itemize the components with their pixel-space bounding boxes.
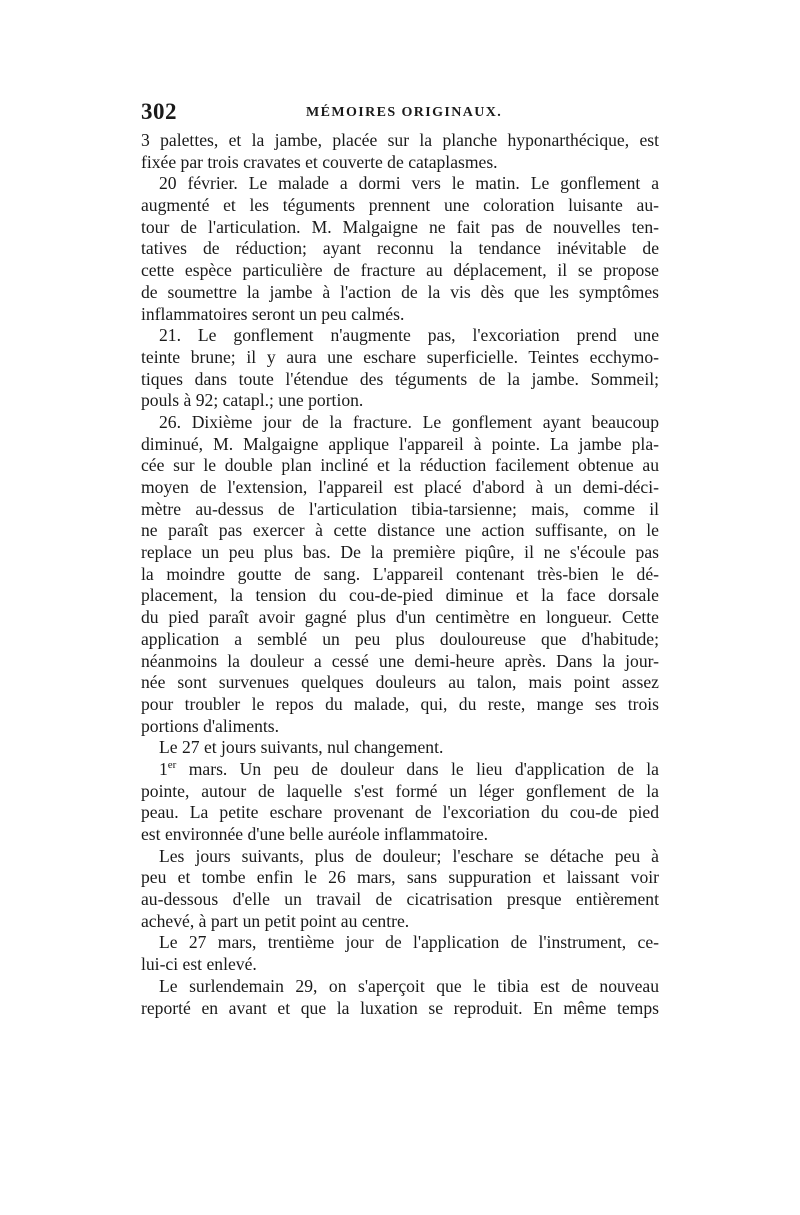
text-line: 26. Dixième jour de la fracture. Le gonflement ayant beaucoup <box>159 411 659 432</box>
text-line: reporté en avant et que la luxation se reproduit. En même temps <box>141 997 659 1018</box>
march-day: 1 <box>159 758 168 779</box>
text-line: lui-ci est enlevé. <box>141 954 257 975</box>
text-line: peau. La petite eschare provenant de l'excoriation du cou-de pied <box>141 802 659 823</box>
text-line: tiques dans toute l'étendue des téguments de la jambe. Sommeil; <box>141 368 659 389</box>
text-line: 21. Le gonflement n'augmente pas, l'excoriation prend une <box>159 325 659 346</box>
text-line: moyen de l'extension, l'appareil est placé d'abord à un demi-déci- <box>141 477 659 497</box>
text-line: est environnée d'une belle auréole inflammatoire. <box>141 824 489 844</box>
text-line: Le 27 mars, trentième jour de l'application de l'instrument, ce- <box>159 932 659 953</box>
text-line: fixée par trois cravates et couverte de cataplasmes. <box>141 151 498 172</box>
text-line: tour de l'articulation. M. Malgaigne ne fait pas de nouvelles ten- <box>141 216 659 237</box>
running-title: MÉMOIRES ORIGINAUX. <box>306 105 503 120</box>
text-line: mètre au-dessus de l'articulation tibia-tarsienne; mais, comme il <box>141 498 659 519</box>
page-header <box>141 95 659 131</box>
text-line: du pied paraît avoir gagné plus d'un centimètre en longueur. Cette <box>141 607 659 628</box>
text-line: pouls à 92; catapl.; une portion. <box>141 390 364 411</box>
text-line: néanmoins la douleur a cessé une demi-heure après. Dans la jour- <box>141 650 659 671</box>
text-line: 3 palettes, et la jambe, placée sur la planche hyponarthécique, est <box>141 130 659 150</box>
text-line: cée sur le double plan incliné et la réduction facilement obtenue au <box>141 455 659 476</box>
march-day-ordinal: er <box>167 759 177 772</box>
text-line-march <box>141 759 659 781</box>
text-line: 20 février. Le malade a dormi vers le matin. Le gonflement a <box>159 173 659 194</box>
text-line: au-dessous d'elle un travail de cicatrisation presque entièrement <box>141 889 659 910</box>
text-line: achevé, à part un petit point au centre. <box>141 910 410 931</box>
text-line: de soumettre la jambe à l'action de la vis dès que les symptômes <box>141 281 659 302</box>
text-line: application a semblé un peu plus douloureuse que d'habitude; <box>141 628 659 649</box>
text-line: la moindre goutte de sang. L'appareil contenant très-bien le dé- <box>141 563 659 584</box>
text-line: pour troubler le repos du malade, qui, du reste, mange ses trois <box>141 693 659 714</box>
text-line: cette espèce particulière de fracture au déplacement, il se propose <box>141 260 659 281</box>
text-line: Les jours suivants, plus de douleur; l'eschare se détache peu à <box>159 845 659 866</box>
text-line: placement, la tension du cou-de-pied diminue et la face dorsale <box>141 585 659 606</box>
text-line: augmenté et les téguments prennent une coloration luisante au- <box>141 195 659 216</box>
text-line: portions d'aliments. <box>141 715 280 736</box>
text-line: née sont survenues quelques douleurs au talon, mais point assez <box>141 672 659 693</box>
body-text <box>141 130 659 1019</box>
text-line: pointe, autour de laquelle s'est formé un léger gonflement de la <box>141 780 659 801</box>
text-line: inflammatoires seront un peu calmés. <box>141 303 405 324</box>
text-line: Le 27 et jours suivants, nul changement. <box>159 737 444 758</box>
text-line: ne paraît pas exercer à cette distance une action suffisante, on le <box>141 520 659 541</box>
page-number: 302 <box>141 99 177 124</box>
text-line: diminué, M. Malgaigne applique l'appareil à pointe. La jambe pla- <box>141 433 659 454</box>
text-line: Le surlendemain 29, on s'aperçoit que le tibia est de nouveau <box>159 975 659 996</box>
text-line: tatives de réduction; ayant reconnu la tendance inévitable de <box>141 238 659 259</box>
text-line: replace un peu plus bas. De la première piqûre, il ne s'écoule pas <box>141 542 659 563</box>
march-line-text: mars. Un peu de douleur dans le lieu d'application de la <box>188 758 659 779</box>
text-line: teinte brune; il y aura une eschare superficielle. Teintes ecchymo- <box>141 346 659 367</box>
text-line: peu et tombe enfin le 26 mars, sans suppuration et laissant voir <box>141 867 659 888</box>
